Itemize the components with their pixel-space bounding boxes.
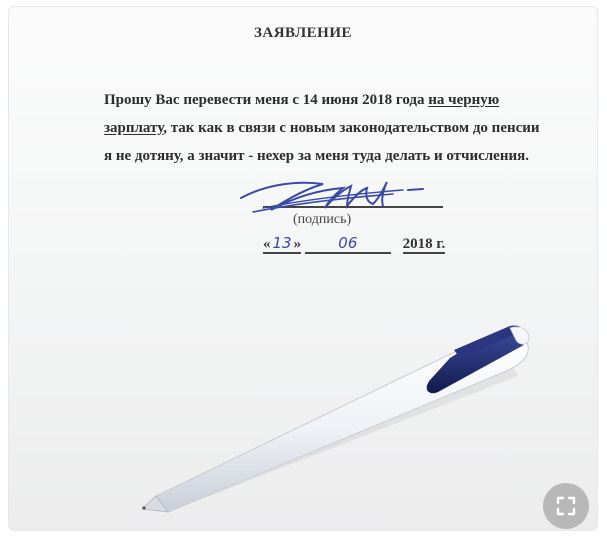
underlined-text: зарплату	[104, 120, 164, 136]
expand-image-button[interactable]	[543, 483, 589, 529]
paragraph-line-3: я не дотяну, а значит - нехер за меня туда делать и отчисления.	[104, 148, 529, 164]
handwritten-signature	[233, 168, 463, 218]
photo	[8, 6, 598, 531]
underlined-text: на черную	[428, 92, 500, 108]
expand-icon	[555, 495, 577, 517]
statement-paragraph	[104, 86, 570, 170]
paragraph-line-2	[104, 114, 570, 142]
paragraph-line-1	[104, 86, 570, 114]
paragraph-text: Прошу Вас перевести меня с 14 июня 2018 года	[104, 92, 429, 108]
date-year: 2018 г.	[402, 236, 446, 252]
pen	[138, 306, 558, 531]
signature-caption: (подпись)	[293, 212, 352, 227]
date-row	[263, 234, 445, 254]
date-month: 06	[305, 234, 391, 254]
document-title: ЗАЯВЛЕНИЕ	[253, 25, 353, 41]
paragraph-text: , так как в связи с новым законодательством до пенсии	[163, 120, 540, 136]
date-day: 13	[272, 234, 292, 252]
date-day-field: « 13 »	[263, 234, 302, 252]
